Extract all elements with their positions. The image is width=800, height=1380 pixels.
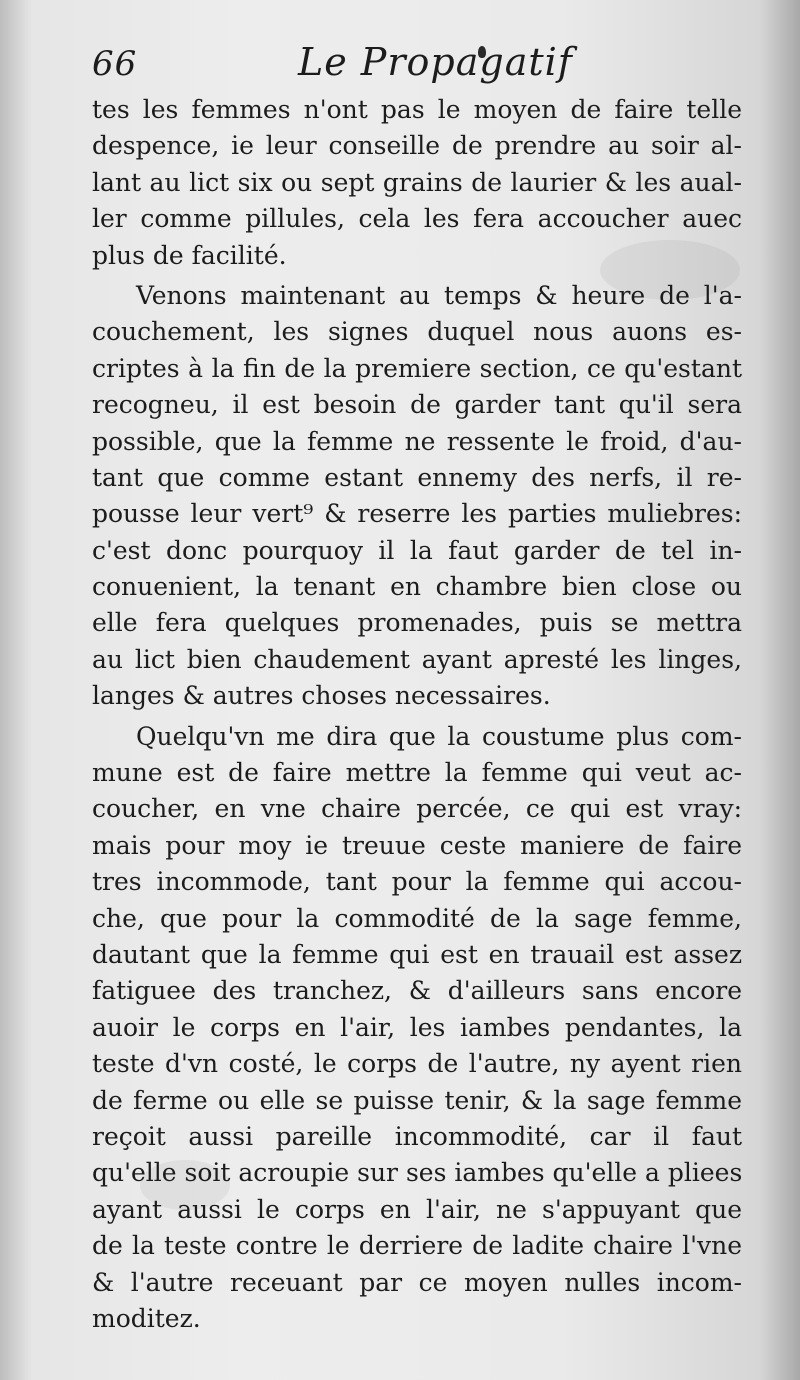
- text-line: elle fera quelques promenades, puis se mettra: [92, 608, 742, 638]
- text-line: c'est donc pourquoy il la faut garder de tel in-: [92, 535, 742, 565]
- paragraph-first-line: Quelqu'vn me dira que la coustume plus com-: [136, 721, 742, 751]
- text-line: ayant aussi le corps en l'air, ne s'appuyant que: [92, 1194, 742, 1224]
- text-line: che, que pour la commodité de la sage femme,: [92, 903, 742, 933]
- text-line: & l'autre receuant par ce moyen nulles incom-: [92, 1267, 742, 1297]
- text-line: coucher, en vne chaire percée, ce qui est vray:: [92, 794, 742, 824]
- page-header: [0, 40, 800, 90]
- text-line: couchement, les signes duquel nous auons es-: [92, 317, 742, 347]
- text-line: au lict bien chaudement ayant apresté les linges,: [92, 644, 742, 674]
- text-line: recogneu, il est besoin de garder tant qu'il sera: [92, 390, 742, 420]
- text-line: conuenient, la tenant en chambre bien close ou: [92, 572, 742, 602]
- text-line: criptes à la fin de la premiere section, ce qu'estant: [92, 353, 742, 383]
- text-line: ler comme pillules, cela les fera accoucher auec: [92, 204, 742, 234]
- text-line: moditez.: [92, 1303, 201, 1333]
- text-line: de la teste contre le derriere de ladite chaire l'vne: [92, 1231, 742, 1261]
- text-line: plus de facilité.: [92, 240, 287, 270]
- text-line: mais pour moy ie treuue ceste maniere de faire: [92, 830, 742, 860]
- text-line: pousse leur vert⁹ & reserre les parties muliebres:: [92, 499, 742, 529]
- text-line: despence, ie leur conseille de prendre au soir al-: [92, 131, 742, 161]
- text-line: mune est de faire mettre la femme qui veut ac-: [92, 758, 742, 788]
- text-line: auoir le corps en l'air, les iambes pendantes, la: [92, 1012, 742, 1042]
- text-line: langes & autres choses necessaires.: [92, 681, 551, 711]
- text-line: tes les femmes n'ont pas le moyen de faire telle: [92, 95, 742, 124]
- text-line: teste d'vn costé, le corps de l'autre, ny ayent rien: [92, 1049, 742, 1079]
- text-line: possible, que la femme ne ressente le froid, d'au-: [92, 426, 742, 456]
- text-line: dautant que la femme qui est en trauail est assez: [92, 939, 742, 969]
- paragraph-first-line: Venons maintenant au temps & heure de l'a-: [136, 280, 742, 310]
- text-line: reçoit aussi pareille incommodité, car il faut: [92, 1121, 742, 1151]
- body-text: [92, 92, 742, 1337]
- running-title: Le Propagatif: [298, 40, 573, 84]
- text-line: tant que comme estant ennemy des nerfs, il re-: [92, 462, 742, 492]
- page-number: 66: [92, 44, 138, 84]
- text-line: de ferme ou elle se puisse tenir, & la sage femme: [92, 1085, 742, 1115]
- text-line: lant au lict six ou sept grains de laurier & les aual-: [92, 167, 742, 197]
- text-line: tres incommode, tant pour la femme qui accou-: [92, 867, 742, 897]
- text-line: fatiguee des tranchez, & d'ailleurs sans encore: [92, 976, 742, 1006]
- text-line: qu'elle soit acroupie sur ses iambes qu'elle a pliees: [92, 1158, 743, 1188]
